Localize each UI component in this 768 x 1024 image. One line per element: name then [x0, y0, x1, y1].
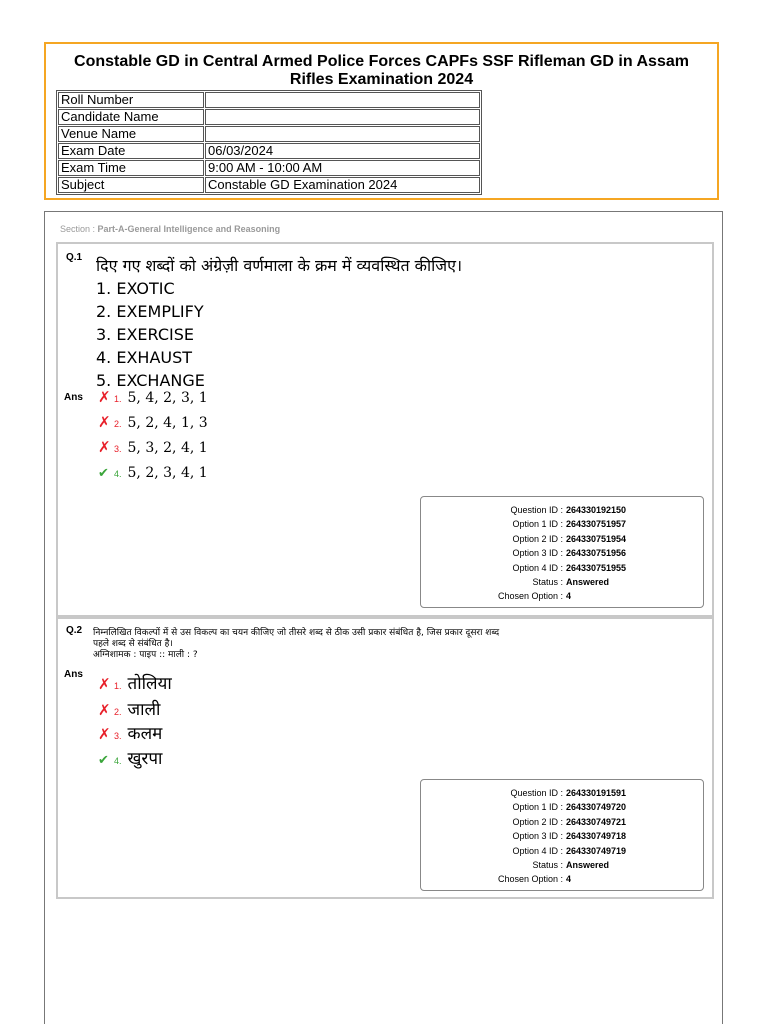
- cross-icon: ✗: [98, 702, 111, 719]
- id-key: Chosen Option :: [497, 874, 563, 885]
- option-4: [98, 465, 208, 487]
- id-value: Answered: [566, 576, 610, 587]
- id-key: Option 2 ID :: [512, 533, 563, 544]
- check-icon: ✔: [98, 752, 109, 767]
- exam-header: [44, 42, 719, 200]
- id-row: [421, 829, 703, 843]
- question-line: 5. EXCHANGE: [96, 371, 205, 390]
- info-label: Venue Name: [58, 126, 204, 142]
- candidate-info-table: [56, 90, 482, 195]
- id-value: 264330751955: [566, 562, 627, 573]
- option-3: [98, 440, 208, 462]
- option-number: 4.: [114, 469, 122, 479]
- question-text: [93, 628, 499, 661]
- question-line: पहले शब्द से संबंधित है।: [93, 639, 173, 649]
- answer-label: Ans: [64, 669, 83, 680]
- question-paper: [44, 211, 723, 1024]
- question-panel-2: [56, 617, 714, 899]
- section-name: Part-A-General Intelligence and Reasoning: [97, 224, 281, 234]
- id-value: 264330749719: [566, 845, 627, 856]
- option-text: खुरपा: [127, 749, 163, 769]
- info-row: [58, 143, 480, 159]
- info-label: Exam Time: [58, 160, 204, 176]
- id-row: [421, 589, 703, 603]
- option-number: 4.: [114, 756, 122, 766]
- section-label: [60, 224, 280, 234]
- question-line: 4. EXHAUST: [96, 348, 193, 367]
- cross-icon: ✗: [98, 414, 111, 431]
- id-row: [421, 503, 703, 517]
- option-text: 5, 4, 2, 3, 1: [127, 390, 208, 406]
- question-line: 3. EXERCISE: [96, 325, 195, 344]
- id-key: Question ID :: [510, 788, 563, 798]
- cross-icon: ✗: [98, 439, 111, 456]
- question-line: दिए गए शब्दों को अंग्रेज़ी वर्णमाला के क्रम में व्यवस्थित कीजिए।: [96, 256, 463, 275]
- info-value: [205, 126, 480, 142]
- id-key: Option 1 ID :: [512, 802, 563, 813]
- option-1: [98, 390, 208, 412]
- option-number: 1.: [114, 681, 122, 691]
- info-value: [205, 92, 480, 108]
- id-key: Option 4 ID :: [512, 562, 563, 573]
- id-row: [421, 517, 703, 531]
- option-text: 5, 3, 2, 4, 1: [127, 440, 208, 456]
- id-value: 264330749721: [566, 816, 627, 827]
- option-1: [98, 671, 172, 693]
- option-text: जाली: [127, 700, 161, 720]
- id-key: Chosen Option :: [497, 591, 563, 602]
- section-prefix: Section :: [60, 224, 98, 234]
- option-text: 5, 2, 4, 1, 3: [127, 415, 208, 431]
- option-number: 3.: [114, 731, 122, 741]
- option-number: 2.: [114, 707, 122, 717]
- id-value: 264330751956: [566, 548, 627, 559]
- info-row: [58, 109, 480, 125]
- option-text: कलम: [127, 724, 163, 744]
- id-row: [421, 844, 703, 858]
- question-number: Q.1: [66, 252, 83, 263]
- question-line: निम्नलिखित विकल्पों में से उस विकल्प का चयन कीजिए जो तीसरे शब्द से ठीक उसी प्रकार संबंधित है, जिस प्रकार दूसरा शब्द: [93, 628, 500, 638]
- id-key: Option 2 ID :: [512, 816, 563, 827]
- id-value: 264330751957: [566, 519, 627, 530]
- info-label: Exam Date: [58, 143, 204, 159]
- id-key: Option 3 ID :: [512, 831, 563, 842]
- id-row: [421, 815, 703, 829]
- option-2: [98, 697, 160, 719]
- info-row: [58, 177, 480, 193]
- option-text: 5, 2, 3, 4, 1: [127, 465, 208, 481]
- option-3: [98, 721, 162, 743]
- id-value: 264330191591: [566, 788, 627, 798]
- option-text: तोलिया: [127, 674, 172, 694]
- info-value: 9:00 AM - 10:00 AM: [205, 160, 480, 176]
- option-number: 1.: [114, 394, 122, 404]
- id-value: 264330751954: [566, 533, 627, 544]
- id-key: Option 3 ID :: [512, 548, 563, 559]
- question-number: Q.2: [66, 625, 83, 636]
- id-key: Option 1 ID :: [512, 519, 563, 530]
- id-row: [421, 786, 703, 800]
- question-line: अग्निशामक : पाइप :: माली : ?: [93, 650, 198, 660]
- id-key: Status :: [532, 576, 563, 587]
- question-line: 2. EXEMPLIFY: [96, 302, 204, 321]
- exam-title: Constable GD in Central Armed Police Forces CAPFs SSF Rifleman GD in Assam Rifles Examination 2024: [74, 53, 689, 88]
- question-id-box: [420, 779, 704, 891]
- cross-icon: ✗: [98, 726, 111, 743]
- id-value: 264330749718: [566, 831, 627, 842]
- id-row: [421, 532, 703, 546]
- info-label: Candidate Name: [58, 109, 204, 125]
- info-row: [58, 126, 480, 142]
- info-label: Subject: [58, 177, 204, 193]
- question-panel-1: [56, 242, 714, 617]
- id-key: Option 4 ID :: [512, 845, 563, 856]
- id-row: [421, 546, 703, 560]
- id-key: Question ID :: [510, 505, 563, 515]
- id-value: 264330192150: [566, 505, 627, 515]
- question-line: 1. EXOTIC: [96, 279, 175, 298]
- check-icon: ✔: [98, 465, 109, 480]
- info-row: [58, 92, 480, 108]
- id-value: 4: [566, 591, 572, 602]
- info-row: [58, 160, 480, 176]
- id-row: [421, 800, 703, 814]
- info-value: Constable GD Examination 2024: [205, 177, 480, 193]
- info-value: [205, 109, 480, 125]
- id-value: 4: [566, 874, 572, 885]
- option-number: 3.: [114, 444, 122, 454]
- option-2: [98, 415, 208, 437]
- answer-label: Ans: [64, 392, 83, 403]
- id-key: Status :: [532, 859, 563, 870]
- id-row: [421, 575, 703, 589]
- id-value: Answered: [566, 859, 610, 870]
- cross-icon: ✗: [98, 389, 111, 406]
- option-number: 2.: [114, 419, 122, 429]
- cross-icon: ✗: [98, 676, 111, 693]
- option-4: [98, 746, 162, 768]
- id-row: [421, 561, 703, 575]
- id-value: 264330749720: [566, 802, 627, 813]
- info-label: Roll Number: [58, 92, 204, 108]
- question-id-box: [420, 496, 704, 608]
- question-text: [96, 254, 462, 392]
- id-row: [421, 872, 703, 886]
- id-row: [421, 858, 703, 872]
- info-value: 06/03/2024: [205, 143, 480, 159]
